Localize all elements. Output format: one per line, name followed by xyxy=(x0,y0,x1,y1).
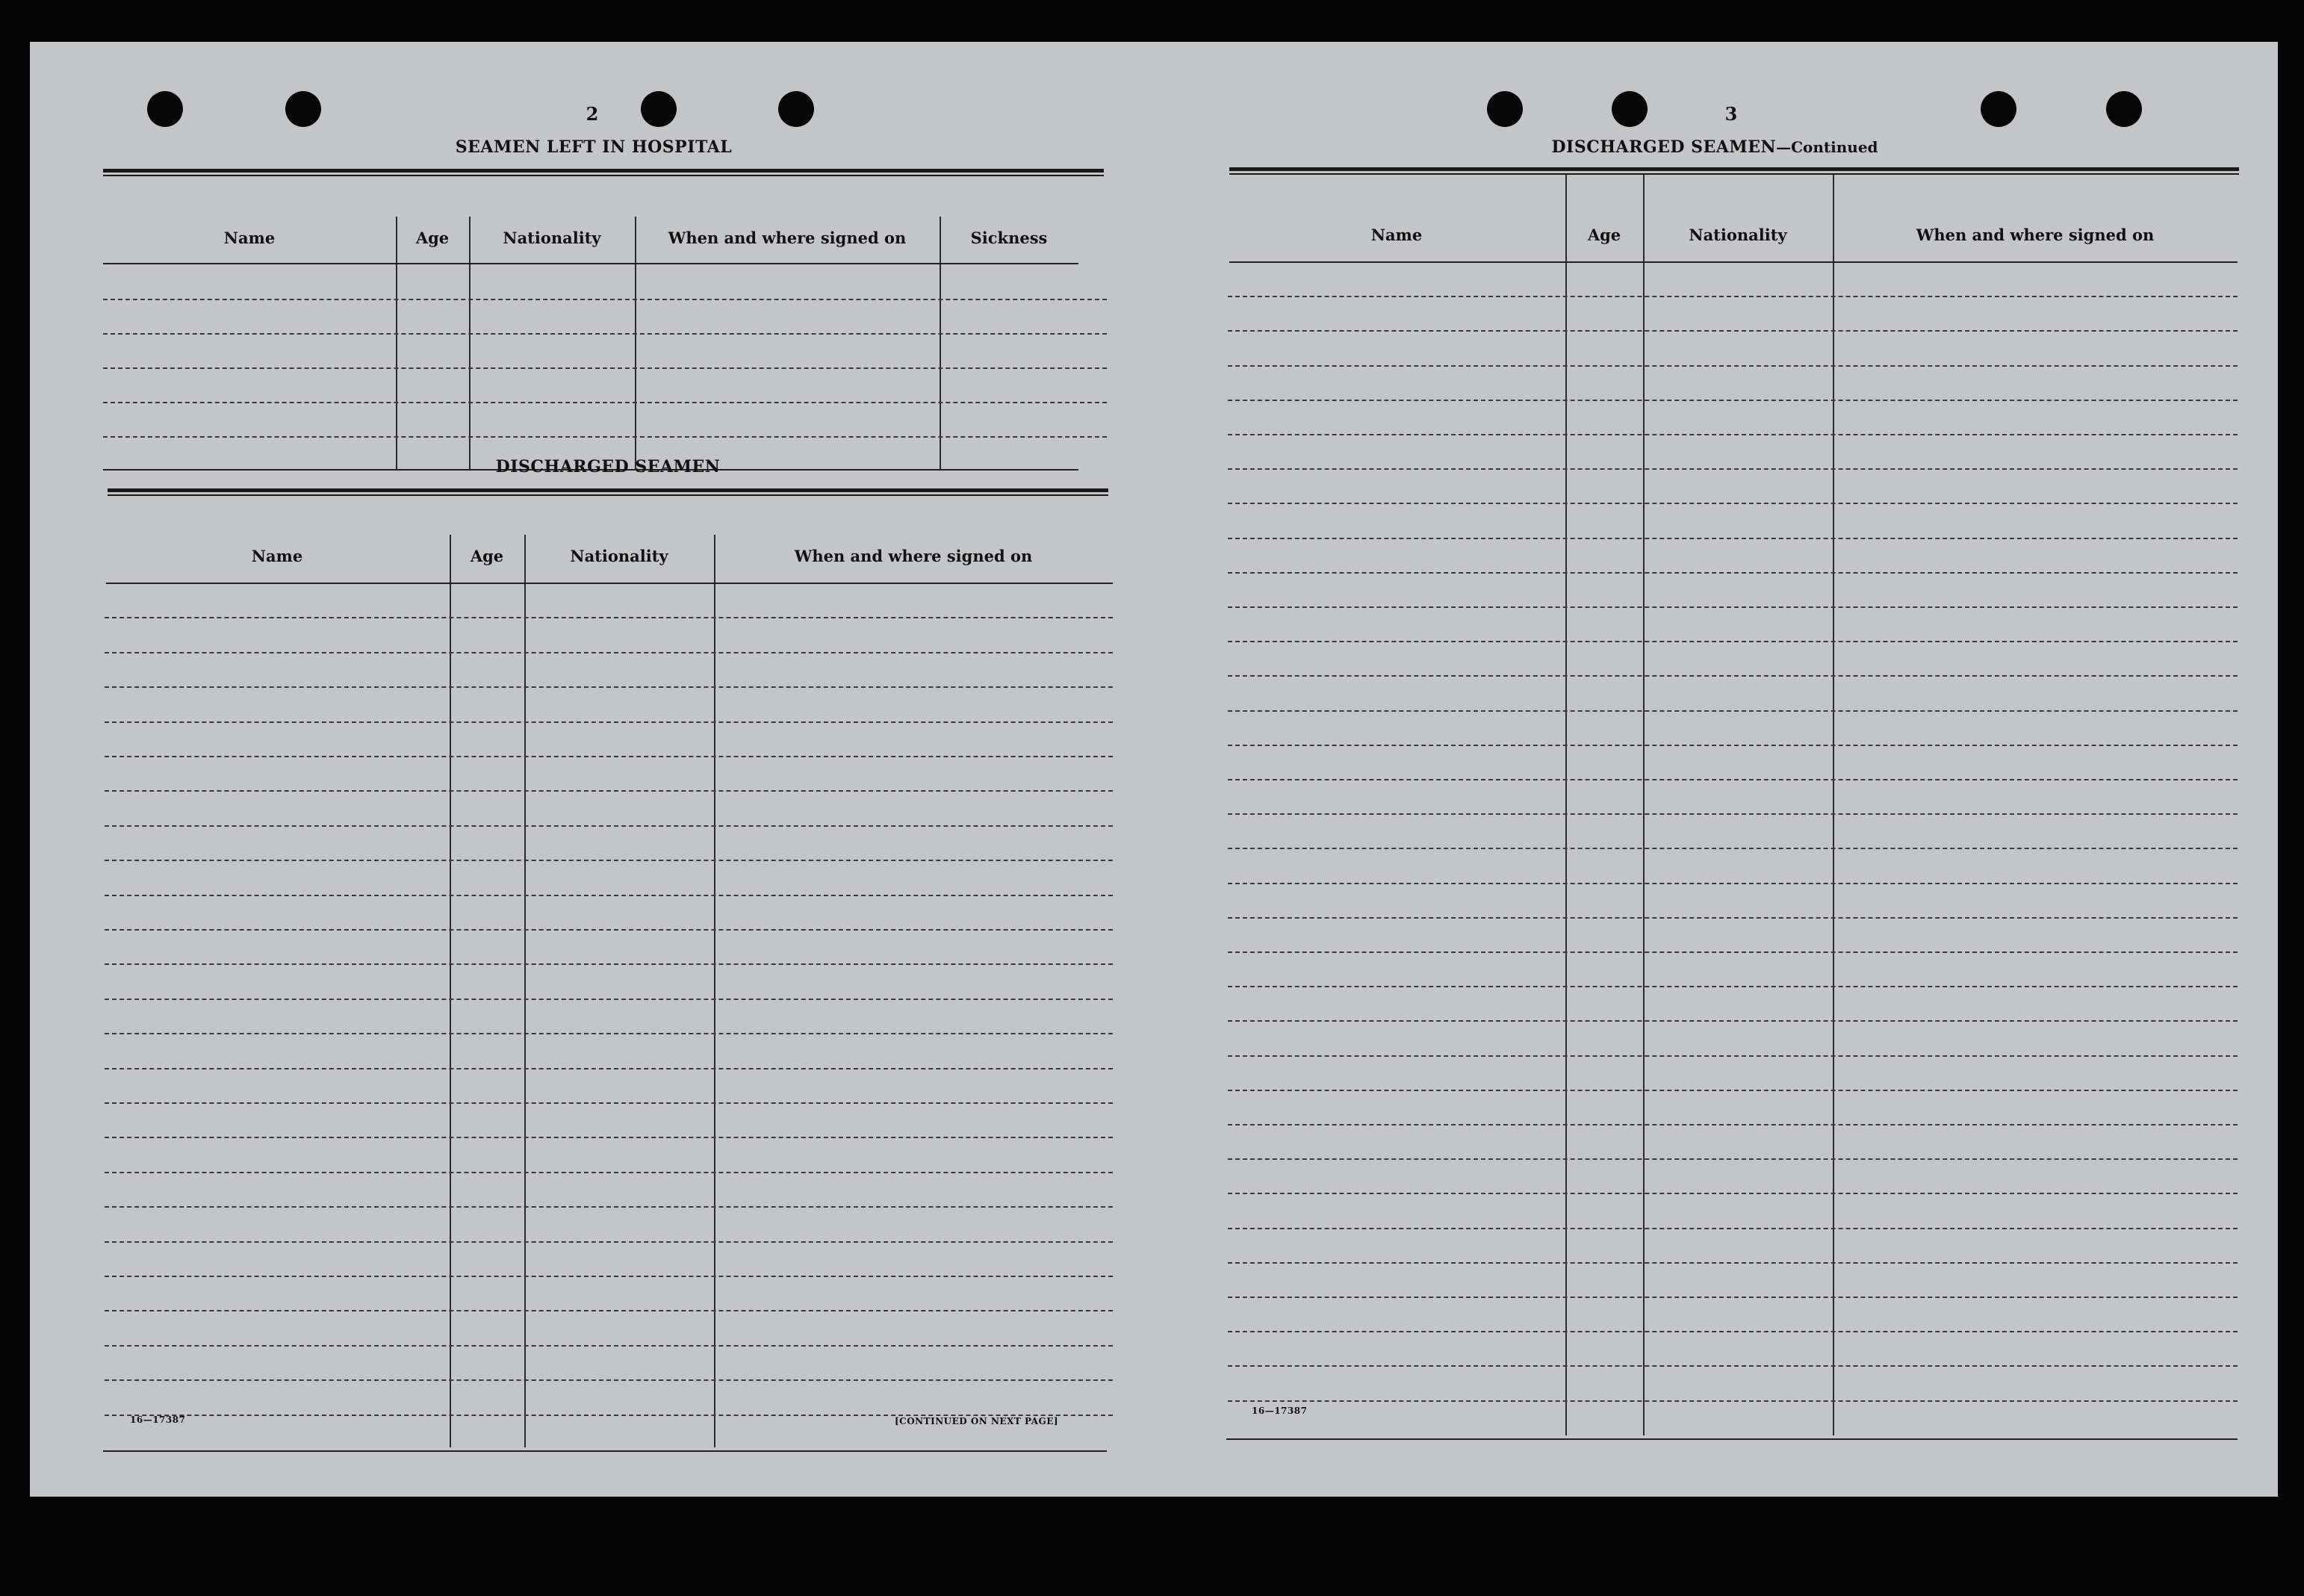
discharged-continued-table xyxy=(1228,175,2238,1444)
entry-row-line xyxy=(1228,710,2238,712)
entry-row-line xyxy=(105,1310,1113,1311)
entry-row-line xyxy=(105,1345,1113,1347)
entry-row-line xyxy=(103,299,1107,300)
form-number-left: 16—17387 xyxy=(130,1415,186,1425)
table-bottom-rule xyxy=(103,1450,1107,1452)
entry-row-line xyxy=(105,1137,1113,1138)
entry-row-line xyxy=(105,895,1113,896)
col-header-name: Name xyxy=(223,229,276,247)
entry-row-line xyxy=(1228,986,2238,987)
column-divider xyxy=(1643,175,1645,1435)
column-divider xyxy=(396,217,397,471)
col-header-age: Age xyxy=(470,547,504,565)
double-rule xyxy=(103,169,1104,173)
entry-row-line xyxy=(103,402,1107,403)
entry-row-line xyxy=(1228,1228,2238,1229)
entry-row-line xyxy=(105,963,1113,965)
page-number-right: 3 xyxy=(1724,103,1738,125)
discharged-table xyxy=(105,496,1113,1444)
entry-row-line xyxy=(1228,1331,2238,1332)
continued-note: [CONTINUED ON NEXT PAGE] xyxy=(895,1416,1059,1426)
col-header-name: Name xyxy=(1370,226,1423,244)
punch-hole xyxy=(1612,91,1648,127)
entry-row-line xyxy=(103,333,1107,335)
column-divider xyxy=(635,217,636,471)
column-divider xyxy=(469,217,471,471)
entry-row-line xyxy=(105,1068,1113,1069)
section-title-main: DISCHARGED SEAMEN xyxy=(1551,137,1777,157)
entry-row-line xyxy=(1228,365,2238,367)
entry-row-line xyxy=(1228,1158,2238,1160)
entry-row-line xyxy=(1228,813,2238,815)
punch-hole xyxy=(1487,91,1523,127)
section-title-hospital: SEAMEN LEFT IN HOSPITAL xyxy=(455,137,733,157)
form-number-right: 16—17387 xyxy=(1252,1406,1308,1416)
col-header-age: Age xyxy=(1587,226,1621,244)
entry-row-line xyxy=(1228,434,2238,435)
entry-row-line xyxy=(1228,675,2238,677)
col-header-nationality: Nationality xyxy=(503,229,601,247)
col-header-when-where: When and where signed on xyxy=(668,229,907,247)
entry-row-line xyxy=(103,436,1107,438)
entry-row-line xyxy=(105,860,1113,861)
double-rule xyxy=(108,488,1108,492)
entry-row-line xyxy=(1228,1124,2238,1125)
entry-row-line xyxy=(105,686,1113,688)
entry-row-line xyxy=(1228,1020,2238,1022)
entry-row-line xyxy=(105,825,1113,827)
double-rule xyxy=(1229,167,2239,171)
entry-row-line xyxy=(1228,572,2238,574)
col-header-nationality: Nationality xyxy=(570,547,668,565)
entry-row-line xyxy=(1228,1365,2238,1367)
col-header-nationality: Nationality xyxy=(1689,226,1787,244)
col-header-age: Age xyxy=(415,229,450,247)
hospital-table xyxy=(103,185,1107,476)
entry-row-line xyxy=(105,1276,1113,1277)
punch-hole xyxy=(2106,91,2142,127)
double-rule xyxy=(103,175,1104,176)
punch-hole xyxy=(1981,91,2016,127)
entry-row-line xyxy=(1228,1400,2238,1402)
section-title-discharged: DISCHARGED SEAMEN xyxy=(495,457,721,476)
entry-row-line xyxy=(1228,468,2238,470)
entry-row-line xyxy=(105,1102,1113,1104)
header-rule xyxy=(1229,261,2238,263)
entry-row-line xyxy=(1228,296,2238,297)
entry-row-line xyxy=(1228,883,2238,884)
entry-row-line xyxy=(105,617,1113,618)
col-header-sickness: Sickness xyxy=(970,229,1048,247)
col-header-name: Name xyxy=(251,547,303,565)
entry-row-line xyxy=(105,721,1113,723)
punch-hole xyxy=(641,91,677,127)
entry-row-line xyxy=(1228,1262,2238,1264)
entry-row-line xyxy=(1228,1090,2238,1091)
entry-row-line xyxy=(105,999,1113,1000)
entry-row-line xyxy=(1228,400,2238,401)
col-header-when-where: When and where signed on xyxy=(794,547,1033,565)
entry-row-line xyxy=(105,1172,1113,1173)
column-divider xyxy=(1833,175,1834,1435)
entry-row-line xyxy=(1228,503,2238,504)
entry-row-line xyxy=(1228,330,2238,332)
entry-row-line xyxy=(105,652,1113,653)
entry-row-line xyxy=(1228,641,2238,642)
entry-row-line xyxy=(1228,917,2238,919)
punch-hole xyxy=(778,91,814,127)
entry-row-line xyxy=(1228,1055,2238,1057)
table-bottom-rule xyxy=(1226,1438,2238,1440)
entry-row-line xyxy=(105,1241,1113,1243)
form-sheet xyxy=(30,42,2278,1497)
entry-row-line xyxy=(105,1033,1113,1034)
entry-row-line xyxy=(1228,951,2238,953)
entry-row-line xyxy=(1228,848,2238,849)
col-header-when-where: When and where signed on xyxy=(1916,226,2155,244)
entry-row-line xyxy=(1228,606,2238,608)
entry-row-line xyxy=(105,1206,1113,1208)
entry-row-line xyxy=(103,367,1107,369)
header-rule xyxy=(106,583,1113,584)
entry-row-line xyxy=(1228,1193,2238,1194)
column-divider xyxy=(1565,175,1567,1435)
page-number-left: 2 xyxy=(586,103,599,125)
entry-row-line xyxy=(105,756,1113,757)
entry-row-line xyxy=(105,1379,1113,1381)
entry-row-line xyxy=(1228,1297,2238,1298)
punch-hole xyxy=(147,91,183,127)
column-divider xyxy=(940,217,941,471)
entry-row-line xyxy=(105,790,1113,792)
entry-row-line xyxy=(1228,779,2238,780)
entry-row-line xyxy=(1228,538,2238,539)
punch-hole xyxy=(285,91,321,127)
section-title-discharged-continued xyxy=(1551,137,1878,157)
header-rule xyxy=(103,263,1078,264)
section-title-suffix: —Continued xyxy=(1776,138,1878,156)
entry-row-line xyxy=(105,929,1113,931)
entry-row-line xyxy=(1228,745,2238,746)
